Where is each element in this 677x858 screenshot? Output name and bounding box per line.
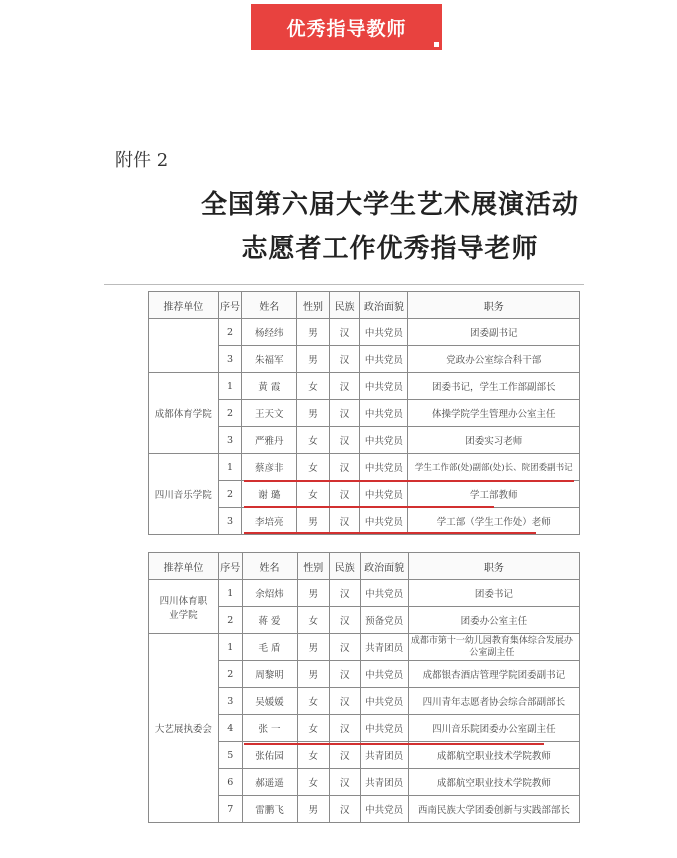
banner-title: 优秀指导教师	[286, 17, 407, 40]
table-row	[149, 634, 580, 661]
duty-cell: 团委副书记	[408, 319, 580, 346]
header-unit: 推荐单位	[149, 553, 219, 580]
header-duty: 职务	[408, 553, 579, 580]
header-political: 政治面貌	[360, 292, 408, 319]
gender-cell: 女	[297, 481, 330, 508]
ethnic-cell: 汉	[330, 796, 361, 823]
name-cell: 蔡彦非	[242, 454, 297, 481]
no-cell: 3	[218, 508, 242, 535]
duty-cell: 团委书记，学生工作部副部长	[408, 373, 580, 400]
no-cell: 4	[218, 715, 242, 742]
political-cell: 共青团员	[360, 769, 408, 796]
gender-cell: 男	[297, 508, 330, 535]
no-cell: 6	[218, 769, 242, 796]
name-cell: 严雅丹	[242, 427, 297, 454]
title-banner	[251, 4, 442, 50]
table-row	[149, 580, 580, 607]
name-cell: 朱福军	[242, 346, 297, 373]
header-name: 姓名	[242, 553, 297, 580]
ethnic-cell: 汉	[329, 454, 360, 481]
gender-cell: 女	[297, 688, 329, 715]
gender-cell: 男	[297, 319, 330, 346]
political-cell: 中共党员	[360, 580, 408, 607]
banner-corner-mark	[434, 42, 439, 47]
highlight-underline	[244, 480, 574, 482]
ethnic-cell: 汉	[329, 427, 360, 454]
duty-cell: 成都航空职业技术学院教师	[408, 742, 579, 769]
duty-cell: 成都航空职业技术学院教师	[408, 769, 579, 796]
political-cell: 中共党员	[360, 400, 408, 427]
header-political: 政治面貌	[360, 553, 408, 580]
unit-cell: 大艺展执委会	[149, 634, 219, 823]
name-cell: 黄 霞	[242, 373, 297, 400]
name-cell: 王天文	[242, 400, 297, 427]
header-no: 序号	[218, 292, 242, 319]
name-cell: 余炤炜	[242, 580, 297, 607]
name-cell: 毛 盾	[242, 634, 297, 661]
political-cell: 预备党员	[360, 607, 408, 634]
table-row	[149, 454, 580, 481]
header-ethnic: 民族	[329, 292, 360, 319]
duty-cell: 学工部教师	[408, 481, 580, 508]
ethnic-cell: 汉	[329, 373, 360, 400]
highlight-underline	[244, 506, 494, 508]
name-cell: 谢 璐	[242, 481, 297, 508]
highlight-underline	[244, 743, 544, 745]
duty-cell: 学工部（学生工作处）老师	[408, 508, 580, 535]
political-cell: 中共党员	[360, 346, 408, 373]
header-no: 序号	[218, 553, 242, 580]
table-row	[149, 373, 580, 400]
political-cell: 中共党员	[360, 481, 408, 508]
ethnic-cell: 汉	[330, 661, 361, 688]
political-cell: 中共党员	[360, 796, 408, 823]
no-cell: 3	[218, 427, 242, 454]
ethnic-cell: 汉	[329, 481, 360, 508]
no-cell: 1	[218, 373, 242, 400]
political-cell: 中共党员	[360, 661, 408, 688]
gender-cell: 女	[297, 742, 329, 769]
document-title-line2: 志愿者工作优秀指导老师	[241, 234, 539, 264]
political-cell: 中共党员	[360, 454, 408, 481]
table-row	[149, 319, 580, 346]
gender-cell: 女	[297, 715, 329, 742]
no-cell: 1	[218, 634, 242, 661]
ethnic-cell: 汉	[330, 742, 361, 769]
ethnic-cell: 汉	[330, 634, 361, 661]
gender-cell: 男	[297, 796, 329, 823]
header-unit: 推荐单位	[149, 292, 219, 319]
document-title-line1: 全国第六届大学生艺术展演活动	[200, 190, 579, 220]
gender-cell: 男	[297, 400, 330, 427]
header-ethnic: 民族	[330, 553, 361, 580]
gender-cell: 女	[297, 454, 330, 481]
political-cell: 共青团员	[360, 742, 408, 769]
gender-cell: 女	[297, 373, 330, 400]
gender-cell: 女	[297, 769, 329, 796]
political-cell: 中共党员	[360, 319, 408, 346]
unit-cell: 四川音乐学院	[149, 454, 219, 535]
ethnic-cell: 汉	[330, 769, 361, 796]
gender-cell: 男	[297, 346, 330, 373]
table-header-row	[149, 553, 580, 580]
duty-cell: 成都市第十一幼儿园教育集体综合发展办公室副主任	[408, 634, 579, 661]
gender-cell: 女	[297, 427, 330, 454]
no-cell: 1	[218, 454, 242, 481]
ethnic-cell: 汉	[329, 346, 360, 373]
no-cell: 3	[218, 688, 242, 715]
no-cell: 1	[218, 580, 242, 607]
duty-cell: 团委办公室主任	[408, 607, 579, 634]
name-cell: 李培亮	[242, 508, 297, 535]
name-cell: 杨经纬	[242, 319, 297, 346]
no-cell: 7	[218, 796, 242, 823]
no-cell: 2	[218, 400, 242, 427]
name-cell: 吴媛媛	[242, 688, 297, 715]
name-cell: 雷鹏飞	[242, 796, 297, 823]
duty-cell: 团委实习老师	[408, 427, 580, 454]
duty-cell: 四川青年志愿者协会综合部副部长	[408, 688, 579, 715]
ethnic-cell: 汉	[330, 580, 361, 607]
gender-cell: 男	[297, 634, 329, 661]
no-cell: 2	[218, 607, 242, 634]
political-cell: 中共党员	[360, 715, 408, 742]
header-gender: 性别	[297, 553, 329, 580]
political-cell: 中共党员	[360, 373, 408, 400]
highlight-underline	[244, 532, 536, 534]
duty-cell: 党政办公室综合科干部	[408, 346, 580, 373]
header-duty: 职务	[408, 292, 580, 319]
unit-cell	[149, 319, 219, 373]
ethnic-cell: 汉	[329, 400, 360, 427]
ethnic-cell: 汉	[330, 715, 361, 742]
duty-cell: 团委书记	[408, 580, 579, 607]
teachers-table-2	[148, 552, 580, 823]
table-header-row	[149, 292, 580, 319]
no-cell: 5	[218, 742, 242, 769]
header-gender: 性别	[297, 292, 330, 319]
ethnic-cell: 汉	[329, 319, 360, 346]
name-cell: 周黎明	[242, 661, 297, 688]
gender-cell: 男	[297, 661, 329, 688]
duty-cell: 学生工作部(处)副部(处)长、院团委副书记	[408, 454, 580, 481]
duty-cell: 四川音乐院团委办公室副主任	[408, 715, 579, 742]
header-name: 姓名	[242, 292, 297, 319]
ethnic-cell: 汉	[330, 607, 361, 634]
name-cell: 蒋 爱	[242, 607, 297, 634]
ethnic-cell: 汉	[330, 688, 361, 715]
political-cell: 中共党员	[360, 688, 408, 715]
name-cell: 张佑园	[242, 742, 297, 769]
political-cell: 中共党员	[360, 427, 408, 454]
duty-cell: 成都银杏酒店管理学院团委副书记	[408, 661, 579, 688]
no-cell: 2	[218, 319, 242, 346]
no-cell: 3	[218, 346, 242, 373]
no-cell: 2	[218, 481, 242, 508]
no-cell: 2	[218, 661, 242, 688]
name-cell: 张 一	[242, 715, 297, 742]
duty-cell: 体操学院学生管理办公室主任	[408, 400, 580, 427]
attachment-label: 附件 2	[115, 150, 169, 171]
gender-cell: 男	[297, 580, 329, 607]
name-cell: 郝遥遥	[242, 769, 297, 796]
unit-cell: 成都体育学院	[149, 373, 219, 454]
unit-cell: 四川体育职业学院	[149, 580, 219, 634]
ethnic-cell: 汉	[329, 508, 360, 535]
divider-line	[104, 284, 584, 285]
gender-cell: 女	[297, 607, 329, 634]
duty-cell: 西南民族大学团委创新与实践部部长	[408, 796, 579, 823]
political-cell: 中共党员	[360, 508, 408, 535]
political-cell: 共青团员	[360, 634, 408, 661]
teachers-table-1	[148, 291, 580, 535]
